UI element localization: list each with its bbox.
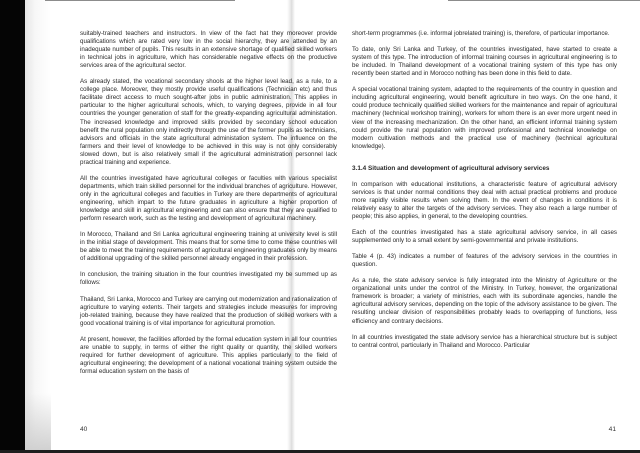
paragraph: As already stated, the vocational secondary shools at the higher level lead, as a rule, to a college place. Moreover, they mostly provide useful qualifications (Technician etc) and thus facilitate direct access to much sought-after jobs in public administration. This applies in particular to the higher agricultural schools, which, to varying degrees, provide in all four countries the younger generation of staff for the greatly-expanding agricultural administation. The increased knowledge and improved skills provided by secondary school education benefit the rural population only indirectly through the use of the former pupils as technicians, advisors and officials in the state agricultural administation system. The influence on the farmers and their level of knowledge to be achieved in this way is not only considerably slowed down, but is also relatively small if the agricultural administration personnel lack practical training and experience.	[80, 78, 337, 166]
section-heading: 3.1.4 Situation and development of agricultural advisory services	[352, 164, 550, 172]
left-page	[80, 0, 350, 453]
paragraph: As a rule, the state advisory service is fully integrated into the Ministry of Agriculture or the organizational units under the control of the Ministry. In Turkey, however, the organizational framework is broader; a variety of ministries, each with its subordinate agencies, handle the agricultural advisory services, depending on the topic of the advisory assistance to be given. The resulting unclear division of responsibilities probably leads to overlapping of functions, less efficiency and contrary decisions.	[352, 277, 617, 325]
paragraph: A special vocational training system, adapted to the requirements of the country in question and including agricultural engineering, would benefit agriculture in two ways. On the one hand, it could produce technically qualified skilled workers for the maintenance and repair of agricultural machinery (technical workshop training), workers for whom there is an ever more urgent need in view of the increasing mechanization. On the other hand, an efficient informal training system could provide the rural population with improved professional and technical knowledge on modern cultivation methods and the practical use of machinery (technical agricultural knowledge).	[352, 86, 617, 150]
scan-border-left	[0, 0, 25, 453]
page-number-left: 40	[80, 426, 88, 433]
paragraph: suitably-trained teachers and instructors. In view of the fact hat they moreover provide qualifications which are rated very low in the social hierarchy, they are attended by an inadequate number of pupils. This results in an extensive shortage of qualified skilled workers in technical jobs in agriculture, which has considerable negative effects on the productive services area of the agricultural sector.	[80, 30, 337, 70]
right-page	[352, 0, 616, 453]
paragraph: short-term programmes (i.e. informal jobrelated training) is, therefore, of particular importance.	[352, 30, 610, 37]
paragraph: Table 4 (p. 43) indicates a number of features of the advisory services in the countries in question.	[352, 253, 617, 269]
paragraph: All the countries investigated have agricultural colleges or faculties with various specialist departments, which train skilled personnel for the individual branches of agriculture. However, only in the agricultural colleges and faculties in Turkey are there departments of agricultural engineering, which impart to the future graduates in agriculture a higher proportion of knowledge and skill in agricultural engineering and can also ensure that they are qualified to perform research work, such as the testing and development of agricultural machinery.	[80, 174, 337, 223]
paragraph: Each of the countries investigated has a state agricultural advisory service, in all cases supplemented only to a small extent by semi-governmental and private institutions.	[352, 228, 617, 245]
paragraph: In conclusion, the training situation in the four countries investigated my be summed up as follows:	[80, 271, 337, 287]
paragraph: In all countries investigated the state advisory service has a hierarchical structure but is subject to central control, particularly in Thailand and Morocco. Particular	[352, 333, 617, 349]
page-number-right: 41	[608, 426, 616, 433]
paragraph: In comparison with educational institutions, a characteristic feature of agricultural advisory services is that under normal conditions they deal with actual practical problems and produce more rapidly visible results when solving them. In the event of changes in conditions it is relatively easy to alter the targets of the advisory services. They also reach a large number of people; this also applies, in general, to the developing countries.	[352, 180, 617, 220]
paragraph: Thailand, Sri Lanka, Morocco and Turkey are carrying out modernization and rationalization of agriculture to varying extents. Their targets and strategies include measures for improving job-related training, because they have realized that the production of skilled workers with a good vocational training is of vital importance for agricultural promotion.	[80, 295, 337, 327]
left-page-body	[80, 30, 337, 384]
page-edge-shadow	[25, 0, 51, 453]
paragraph: At present, however, the facilities afforded by the formal education system in all four countries are unable to supply, in terms of either the right quality or quantity, the skilled workers required for further development of agriculture. This applies particularly to the field of agricultural engineering; the development of a national vocational training system outside the formal education system on the basis of	[80, 335, 337, 375]
paragraph: To date, only Sri Lanka and Turkey, of the countries investigated, have started to create a system of this type. The introduction of informal training courses in agricultural engineering is to be included. In Thailand development of a vocational training system of this type has only recently been started and in Morocco nothing has been done in this field to date.	[352, 46, 617, 78]
paragraph: In Morocco, Thailand and Sri Lanka agricultural engineering training at university level is still in the initial stage of development. This means that for some time to come these countries will be able to meet the training requirements of agricultural engineering graduates only by means of additional upgrading of the skilled personnel already engaged in their profession.	[80, 231, 337, 263]
right-page-body	[352, 30, 617, 358]
